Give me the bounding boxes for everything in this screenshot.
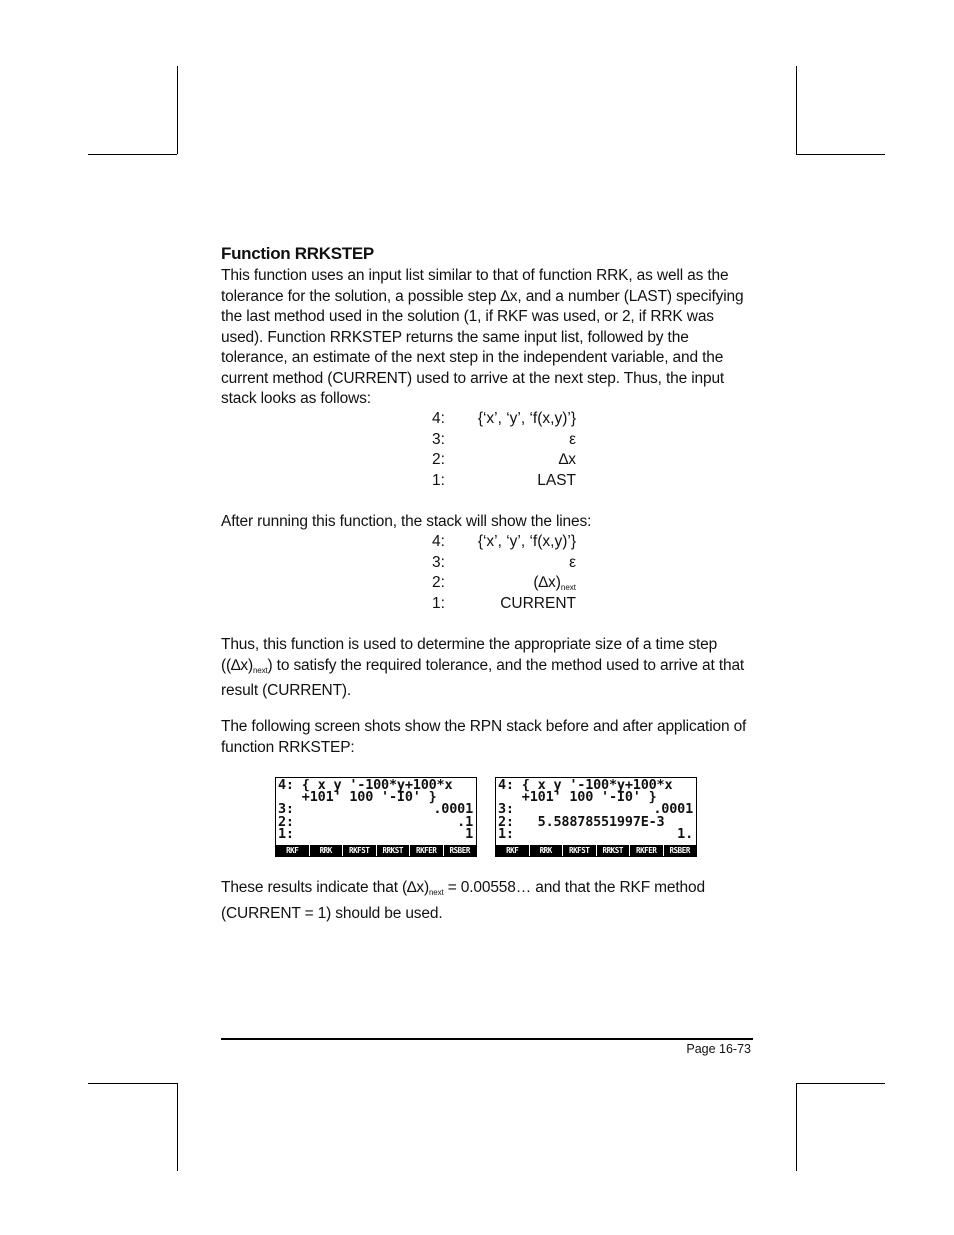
text-run: = 0.00558… and that the RKF method (CURRENT = 1) should be used. [221,879,705,922]
softkey-rsber[interactable]: RSBER [444,845,477,856]
output-stack [430,532,580,614]
footer-rule [221,1038,753,1040]
stack-value: LAST [537,471,576,489]
crop-mark [796,154,885,155]
crop-mark [177,1083,178,1171]
stack-value: {‘x’, ‘y’, ‘f(x,y)’} [477,410,576,427]
softkey-rrkst[interactable]: RRKST [597,845,630,856]
explanation-paragraph [221,635,755,702]
stack-level: 1: [432,594,445,612]
stack-level: 2: [432,574,445,591]
softkey-rsber[interactable]: RSBER [664,845,697,856]
display-text: 3: [278,801,294,818]
display-value: .0001 [433,801,473,818]
softkey-rkf[interactable]: RKF [276,845,309,856]
display-line [278,825,473,842]
stack-value: {‘x’, ‘y’, ‘f(x,y)’} [477,533,576,550]
stack-value: ε [569,430,576,448]
softkey-rkf[interactable]: RKF [496,845,529,856]
stack-row [430,553,580,574]
stack-level: 3: [432,553,445,571]
softkey-menu [496,845,696,856]
display-value: .1 [457,813,473,830]
display-text: 1: [498,825,514,842]
display-text: 2: [278,813,294,830]
screenshots-intro-paragraph: The following screen shots show the RPN stack before and after application of function RRKSTEP: [221,718,747,756]
stack-row [430,471,580,492]
section-heading: Function RRKSTEP [221,244,374,263]
softkey-rkfer[interactable]: RKFER [630,845,663,856]
stack-value: ∆x [558,451,576,468]
softkey-rkfst[interactable]: RKFST [343,845,376,856]
display-line [498,825,693,842]
stack-value: ε [569,553,576,571]
page-number: Page 16-73 [686,1042,751,1056]
display-text: +101' 100 '-I0' } [278,789,437,806]
softkey-rkfst[interactable]: RKFST [563,845,596,856]
display-text: 1: [278,825,294,842]
stack-row [430,409,580,430]
display-line [278,801,473,818]
display-text: 3: [498,801,514,818]
softkey-rrkst[interactable]: RRKST [377,845,410,856]
stack-row [430,532,580,553]
text-run: ) to satisfy the required tolerance, and the method used to arrive at that result (CURRENT). [221,656,745,699]
stack-row [430,430,580,451]
results-paragraph [221,878,755,924]
stack-row [430,450,580,471]
text-run: These results indicate that (∆x) [221,879,429,896]
softkey-rrk[interactable]: RRK [310,845,343,856]
display-text: 4: { x y '-100*y+100*x [498,777,673,793]
display-value: 1. [677,825,693,842]
display-value: 1 [465,825,473,842]
display-text: 2: 5.58878551997E-3 [498,813,665,830]
display-value: .0001 [653,801,693,818]
stack-display [498,779,693,840]
crop-mark [177,66,178,154]
display-line [278,813,473,830]
subscript: next [560,583,576,592]
calculator-screen-before [275,777,477,857]
input-stack [430,409,580,491]
crop-mark [88,1083,177,1084]
stack-display [278,779,473,840]
crop-mark [796,1083,797,1171]
subscript: next [429,888,444,897]
display-line [498,813,693,830]
stack-level: 3: [432,430,445,448]
stack-row [430,573,580,594]
stack-level: 4: [432,533,445,550]
stack-level: 2: [432,451,445,468]
stack-level: 4: [432,410,445,427]
softkey-menu [276,845,476,856]
crop-mark [796,1083,885,1084]
softkey-rkfer[interactable]: RKFER [410,845,443,856]
display-text: +101' 100 '-I0' } [498,789,657,806]
stack-level: 1: [432,471,445,489]
after-paragraph: After running this function, the stack will show the lines: [221,513,592,530]
display-text: 4: { x y '-100*y+100*x [278,777,453,793]
calculator-screen-after [495,777,697,857]
stack-value-main: (∆x) [533,574,561,591]
crop-mark [796,66,797,154]
text-run: Thus, this function is used to determine the appropriate size of a time step ((∆x) [221,636,718,674]
softkey-rrk[interactable]: RRK [530,845,563,856]
stack-row [430,594,580,615]
stack-value: CURRENT [500,594,576,612]
crop-mark [88,154,177,155]
subscript: next [252,665,268,675]
intro-paragraph: This function uses an input list similar to that of function RRK, as well as the tolerance for the solution, a possible step ∆x, and a number (LAST) specifying the last method used in the solution (1, if RKF was used, or 2, if RRK was used). Function RRKSTEP returns the same input list, followed by the tolerance, an estimate of the next step in the independent variable, and the current method (CURRENT) used to arrive at the next step. Thus, the input stack looks as follows: [221,267,744,407]
